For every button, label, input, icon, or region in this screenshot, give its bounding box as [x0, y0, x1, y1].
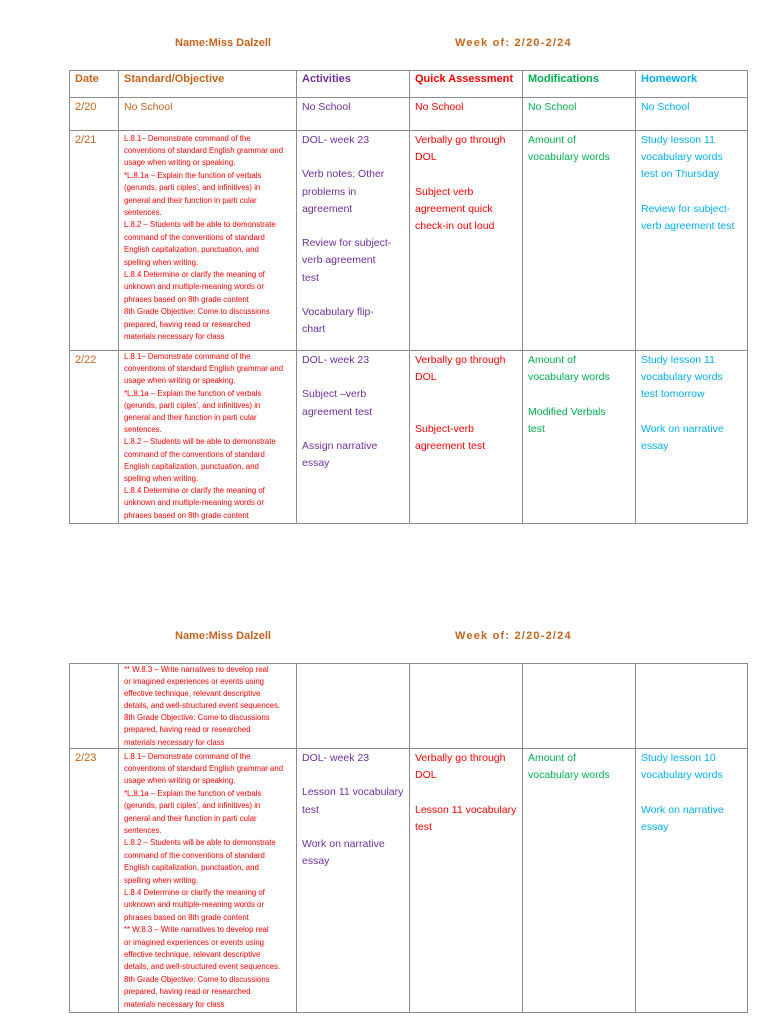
- activities-cell: [297, 664, 410, 749]
- activities-line: [302, 149, 406, 166]
- standard-line: L.8.4 Determine or clarify the meaning of: [124, 486, 265, 496]
- standard-line: phrases based on 8th grade content: [124, 510, 249, 520]
- standard-line: command of the conventions of standard: [124, 850, 265, 860]
- standard-line: *L.8.1a – Explain the function of verbals: [124, 788, 262, 798]
- standard-line: spelling when writing.: [124, 257, 199, 267]
- date-cell: [70, 664, 119, 749]
- standard-line: L.8.1– Demonstrate command of the: [124, 751, 251, 761]
- header-activities-label: Activities: [302, 73, 351, 85]
- activities-cell: [297, 351, 410, 524]
- homework-line: Study lesson 10: [641, 752, 716, 764]
- standard-line: (gerunds, parti ciples', and infinitives) in: [124, 400, 261, 410]
- standard-line: materials necessary for class: [124, 999, 225, 1009]
- standard-line: phrases based on 8th grade content: [124, 912, 249, 922]
- standard-line: L.8.2 – Students will be able to demonstrate: [124, 220, 276, 230]
- standard-line: L.8.2 – Students will be able to demonstrate: [124, 838, 276, 848]
- week-label: Week of: 2/20-2/24: [455, 37, 572, 49]
- standard-line: L.8.4 Determine or clarify the meaning of: [124, 269, 265, 279]
- quick-assessment-line: [415, 166, 519, 183]
- quick-assessment-line: Verbally go through: [415, 752, 506, 764]
- lesson-plan-table: [69, 70, 748, 524]
- modifications-line: Amount of: [528, 134, 576, 146]
- activities-line: Vocabulary flip-: [302, 306, 374, 319]
- standard-line: English capitalization, punctuation, and: [124, 863, 259, 873]
- header-quick-assessment-label: Quick Assessment: [415, 73, 514, 85]
- modifications-line: Amount of: [528, 354, 576, 366]
- homework-line: test on Thursday: [641, 168, 720, 181]
- date-text: 2/22: [75, 354, 97, 366]
- modifications-line: vocabulary words: [528, 151, 610, 164]
- standard-line: spelling when writing.: [124, 474, 199, 484]
- standard-line: or imagined experiences or events using: [124, 937, 264, 947]
- standard-line: ** W.8.3 – Write narratives to develop real: [124, 925, 269, 935]
- header-quick-assessment-cell: [410, 71, 523, 98]
- lesson-plan-page-2: [0, 600, 768, 1024]
- standard-line: effective technique, relevant descriptive: [124, 950, 261, 959]
- homework-line: vocabulary words: [641, 769, 723, 782]
- standard-line: effective technique, relevant descriptive: [124, 689, 261, 699]
- standard-line: details, and well-structured event sequences.: [124, 701, 281, 711]
- activities-line: test: [302, 803, 319, 816]
- quick-assessment-line: [415, 404, 519, 421]
- teacher-name: Name:Miss Dalzell: [175, 37, 271, 49]
- activities-line: agreement test: [302, 405, 373, 418]
- homework-line: Review for subject-: [641, 202, 731, 215]
- homework-line: [641, 404, 744, 421]
- activities-line: No School: [302, 101, 351, 113]
- homework-line: essay: [641, 440, 669, 453]
- quick-assessment-line: test: [415, 820, 432, 833]
- standard-line: English capitalization, punctuation, and: [124, 245, 259, 255]
- standard-line: spelling when writing.: [124, 875, 199, 885]
- standard-line: L.8.1– Demonstrate command of the: [124, 352, 251, 361]
- activities-line: agreement: [302, 202, 353, 215]
- quick-assessment-line: check-in out loud: [415, 220, 495, 233]
- modifications-line: vocabulary words: [528, 371, 610, 384]
- standard-line: command of the conventions of standard: [124, 449, 265, 459]
- quick-assessment-line: Verbally go through: [415, 134, 506, 146]
- standard-line: (gerunds, parti ciples', and infinitives) in: [124, 801, 261, 811]
- week-label: Week of: 2/20-2/24: [455, 630, 572, 642]
- standard-line: unknown and multiple-meaning words or: [124, 282, 264, 292]
- standard-line: usage when writing or speaking.: [124, 158, 236, 168]
- standard-line: *L.8.1a – Explain the function of verbals: [124, 170, 262, 180]
- standard-line: ** W.8.3 – Write narratives to develop real: [124, 665, 269, 674]
- standard-line: L.8.4 Determine or clarify the meaning of: [124, 887, 265, 897]
- standard-line: conventions of standard English grammar and: [124, 364, 284, 374]
- modifications-line: vocabulary words: [528, 769, 610, 782]
- activities-line: DOL- week 23: [302, 354, 370, 366]
- standard-line: usage when writing or speaking.: [124, 776, 236, 786]
- standard-line: (gerunds, parti ciples', and infinitives) in: [124, 183, 261, 193]
- modifications-cell: [523, 749, 636, 1013]
- homework-line: Work on narrative: [641, 803, 724, 816]
- modifications-line: Modified Verbals: [528, 405, 606, 418]
- quick-assessment-line: Subject-verb: [415, 422, 474, 435]
- modifications-cell: [523, 351, 636, 524]
- date-cell: [70, 98, 119, 131]
- homework-line: [641, 184, 744, 201]
- quick-assessment-cell: [410, 131, 523, 351]
- quick-assessment-line: DOL: [415, 371, 437, 384]
- header-date-cell: [70, 71, 119, 98]
- standard-line: materials necessary for class: [124, 332, 225, 341]
- activities-line: DOL- week 23: [302, 134, 370, 146]
- homework-line: vocabulary words: [641, 151, 723, 164]
- standard-line: conventions of standard English grammar and: [124, 145, 284, 155]
- homework-line: Study lesson 11: [641, 134, 715, 146]
- quick-assessment-line: agreement quick: [415, 202, 493, 215]
- activities-line: [302, 819, 406, 836]
- header-activities-cell: [297, 71, 410, 98]
- activities-line: verb agreement: [302, 254, 376, 267]
- activities-line: [302, 218, 406, 235]
- modifications-line: test: [528, 422, 545, 435]
- standard-cell: [119, 664, 297, 749]
- standard-line: details, and well-structured event sequences.: [124, 962, 281, 972]
- header-homework-label: Homework: [641, 73, 698, 85]
- date-cell: [70, 131, 119, 351]
- modifications-line: [528, 386, 632, 403]
- standard-line: No School: [124, 101, 173, 113]
- standard-line: usage when writing or speaking.: [124, 376, 236, 386]
- quick-assessment-cell: [410, 664, 523, 749]
- activities-line: Review for subject-: [302, 237, 392, 250]
- date-cell: [70, 351, 119, 524]
- standard-line: conventions of standard English grammar and: [124, 763, 284, 773]
- standard-line: English capitalization, punctuation, and: [124, 461, 259, 471]
- homework-line: test tomorrow: [641, 388, 705, 401]
- homework-cell: [636, 98, 748, 131]
- quick-assessment-line: Verbally go through: [415, 354, 506, 366]
- homework-cell: [636, 131, 748, 351]
- standard-line: prepared, having read or researched: [124, 987, 251, 997]
- quick-assessment-line: agreement test: [415, 440, 486, 453]
- homework-cell: [636, 351, 748, 524]
- activities-line: Assign narrative: [302, 440, 378, 453]
- quick-assessment-line: Subject verb: [415, 185, 474, 198]
- teacher-name: Name:Miss Dalzell: [175, 630, 271, 642]
- standard-cell: [119, 351, 297, 524]
- quick-assessment-line: DOL: [415, 769, 437, 782]
- standard-cell: [119, 98, 297, 131]
- modifications-cell: [523, 98, 636, 131]
- activities-line: [302, 421, 406, 438]
- quick-assessment-cell: [410, 351, 523, 524]
- standard-line: *L.8.1a – Explain the function of verbals: [124, 388, 262, 398]
- header-date-label: Date: [75, 73, 99, 85]
- activities-line: essay: [302, 457, 330, 470]
- standard-line: sentences.: [124, 825, 162, 835]
- standard-line: sentences.: [124, 207, 162, 217]
- standard-line: L.8.2 – Students will be able to demonstrate: [124, 437, 276, 447]
- standard-line: prepared, having read or researched: [124, 319, 251, 329]
- activities-line: [302, 369, 406, 386]
- date-text: 2/23: [75, 752, 97, 764]
- standard-line: 8th Grade Objective: Come to discussions: [124, 307, 270, 317]
- date-text: 2/20: [75, 101, 97, 113]
- lesson-plan-table: [69, 663, 748, 1013]
- homework-cell: [636, 749, 748, 1013]
- header-standard-cell: [119, 71, 297, 98]
- quick-assessment-line: [415, 784, 519, 801]
- homework-line: essay: [641, 820, 669, 833]
- standard-line: or imagined experiences or events using: [124, 677, 264, 687]
- activities-cell: [297, 98, 410, 131]
- date-cell: [70, 749, 119, 1013]
- header-modifications-label: Modifications: [528, 73, 599, 85]
- standard-line: 8th Grade Objective: Come to discussions: [124, 713, 270, 723]
- standard-line: materials necessary for class: [124, 737, 225, 747]
- standard-cell: [119, 131, 297, 351]
- activities-cell: [297, 131, 410, 351]
- standard-line: command of the conventions of standard: [124, 232, 265, 242]
- activities-line: problems in: [302, 185, 357, 198]
- modifications-line: Amount of: [528, 752, 576, 764]
- quick-assessment-cell: [410, 98, 523, 131]
- standard-line: unknown and multiple-meaning words or: [124, 900, 264, 910]
- standard-line: prepared, having read or researched: [124, 725, 251, 735]
- standard-line: unknown and multiple-meaning words or: [124, 498, 264, 508]
- homework-line: Work on narrative: [641, 422, 724, 435]
- activities-line: Lesson 11 vocabulary: [302, 786, 404, 799]
- header-standard-label: Standard/Objective: [124, 73, 225, 85]
- activities-line: [302, 287, 406, 304]
- homework-line: vocabulary words: [641, 371, 723, 384]
- activities-cell: [297, 749, 410, 1013]
- modifications-line: No School: [528, 101, 577, 113]
- homework-line: Study lesson 11: [641, 354, 715, 366]
- standard-line: 8th Grade Objective: Come to discussions: [124, 974, 270, 984]
- quick-assessment-line: DOL: [415, 151, 437, 164]
- homework-line: [641, 784, 744, 801]
- homework-line: verb agreement test: [641, 220, 735, 233]
- standard-cell: [119, 749, 297, 1013]
- homework-line: No School: [641, 101, 690, 113]
- quick-assessment-line: [415, 386, 519, 403]
- date-text: 2/21: [75, 134, 97, 146]
- activities-line: test: [302, 271, 319, 284]
- standard-line: general and their function in parti cular: [124, 813, 257, 823]
- header-homework-cell: [636, 71, 748, 98]
- standard-line: sentences.: [124, 425, 162, 435]
- standard-line: general and their function in parti cular: [124, 195, 257, 205]
- activities-line: chart: [302, 323, 326, 336]
- standard-line: general and their function in parti cular: [124, 413, 257, 423]
- activities-line: Verb notes: Other: [302, 168, 385, 181]
- standard-line: L.8.1– Demonstrate command of the: [124, 133, 251, 143]
- header-modifications-cell: [523, 71, 636, 98]
- activities-line: [302, 767, 406, 784]
- standard-line: phrases based on 8th grade content: [124, 294, 249, 304]
- quick-assessment-line: Lesson 11 vocabulary: [415, 803, 517, 816]
- activities-line: Subject –verb: [302, 388, 367, 401]
- modifications-cell: [523, 131, 636, 351]
- modifications-cell: [523, 664, 636, 749]
- homework-cell: [636, 664, 748, 749]
- activities-line: essay: [302, 855, 330, 868]
- activities-line: DOL- week 23: [302, 752, 370, 764]
- quick-assessment-cell: [410, 749, 523, 1013]
- activities-line: Work on narrative: [302, 838, 385, 851]
- quick-assessment-line: No School: [415, 101, 464, 113]
